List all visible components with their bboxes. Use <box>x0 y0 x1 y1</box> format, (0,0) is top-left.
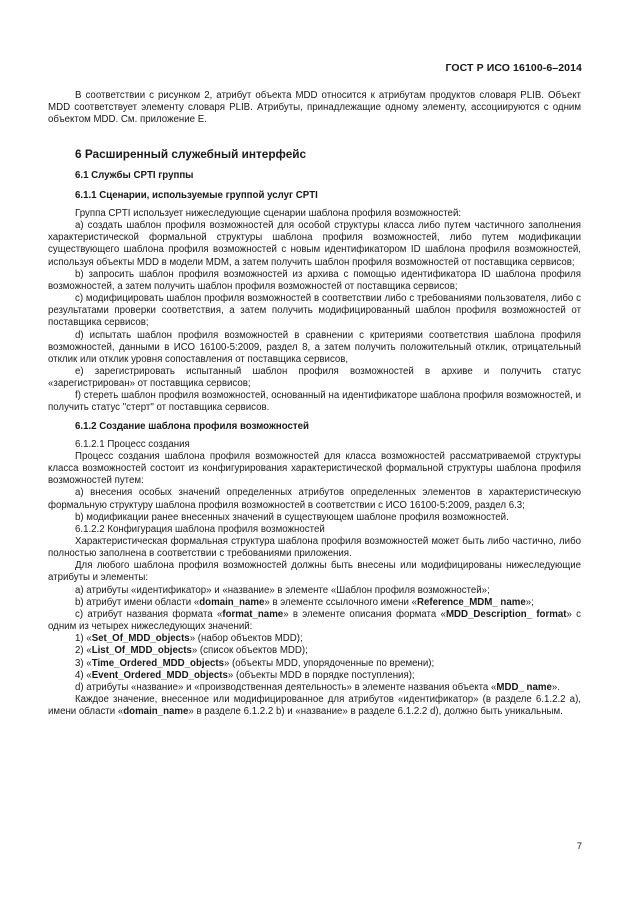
configuration-paragraph-2: Для любого шаблона профиля возможностей должны быть внесены или модифицированы нижеследующие атрибуты и элементы: <box>48 560 581 584</box>
section-6-1-heading: 6.1 Службы CPTI группы <box>75 169 194 181</box>
attribute-item-a: а) атрибуты «идентификатор» и «название» в элементе «Шаблон профиля возможностей»; <box>75 584 490 596</box>
subsection-6-1-2-1-title: 6.1.2.1 Процесс создания <box>75 438 190 450</box>
attribute-item-c: c) атрибут названия формата «format_name» в элементе описания формата «MDD_Description_ format» с одним из четырех нижеследующих значений: <box>48 608 581 633</box>
section-6-1-2-heading: 6.1.2 Создание шаблона профиля возможностей <box>75 420 309 432</box>
subsection-6-1-2-2-title: 6.1.2.2 Конфигурация шаблона профиля возможностей <box>75 523 325 535</box>
creation-item-a: а) внесения особых значений определенных атрибутов определенных элементов в характеристическую формальную структуру шаблона профиля возможностей в соответствии с ИСО 16100-5:2009, раздел 6.3; <box>48 487 581 511</box>
scenario-item-d: d) испытать шаблон профиля возможностей в сравнении с критериями соответствия шаблона профиля возможностей, данными в ИСО 16100-5:2009, раздел 8, а затем получить положительный отклик, отрицательный отклик или отклик уровня сопоставления от поставщика сервисов, <box>48 329 581 365</box>
scenario-item-c: c) модифицировать шаблон профиля возможностей в соответствии либо с требованиями пользователя, либо с результатами проверки соответствия, а затем получить модифицированный шаблон профиля возможностей от поставщика сервисов; <box>48 293 581 329</box>
scenario-item-b: b) запросить шаблон профиля возможностей из архива с помощью идентификатора ID шаблона профиля возможностей, а затем получить шаблон профиля возможностей от поставщика сервисов; <box>48 268 581 292</box>
format-value-4: 4) «Event_Ordered_MDD_objects» (объекты MDD в порядке поступления); <box>75 669 415 681</box>
page-content <box>48 90 581 718</box>
scenario-item-f: f) стереть шаблон профиля возможностей, основанный на идентификаторе шаблона профиля возможностей, и получить статус "стерт" от поставщика сервисов. <box>48 390 581 414</box>
creation-process-text: Процесс создания шаблона профиля возможностей для класса возможностей рассматриваемой структуры класса возможностей состоит из конфигурирования характеристической формальной структуры шаблона профиля возможностей путем: <box>48 450 581 487</box>
scenarios-lead: Группа CPTI использует нижеследующие сценарии шаблона профиля возможностей: <box>75 207 462 219</box>
standard-code-header: ГОСТ Р ИСО 16100-6–2014 <box>445 62 582 74</box>
intro-paragraph: В соответствии с рисунком 2, атрибут объекта MDD относится к атрибутам продуктов словаря PLIB. Объект MDD соответствует элементу словаря PLIB. Атрибуты, принадлежащие одному элементу, ассоциируются с одним объектом MDD. См. приложение Е. <box>48 90 581 126</box>
section-6-heading: 6 Расширенный служебный интерфейс <box>75 147 307 162</box>
attribute-item-d: d) атрибуты «название» и «производственная деятельность» в элементе названия объекта «MDD_ name». <box>75 681 560 693</box>
uniqueness-paragraph: Каждое значение, внесенное или модифицированное для атрибутов «идентификатор» (в разделе 6.1.2.2 а), имени области «domain_name» в разделе 6.1.2.2 b) и «название» в разделе 6.1.2.2 d), должно быть уникальным. <box>48 694 581 718</box>
scenario-item-a: a) создать шаблон профиля возможностей для особой структуры класса либо путем частичного заполнения характеристической формальной структуры шаблона профиля возможностей, либо путем модификации существующего шаблона профиля возможностей с новым идентификатором ID шаблона профиля возможностей, используя объекты MDD в модели MDM, а затем получить шаблон профиля возможностей от поставщика сервисов; <box>48 220 581 268</box>
creation-item-b: b) модификации ранее внесенных значений в существующем шаблоне профиля возможностей. <box>75 511 509 523</box>
attribute-item-b: b) атрибут имени области «domain_name» в элементе ссылочного имени «Reference_MDM_ name»; <box>75 596 534 608</box>
scenario-item-e: e) зарегистрировать испытанный шаблон профиля возможностей в архиве и получить статус «зарегистрирован» от поставщика сервисов; <box>48 365 581 390</box>
format-value-3: 3) «Time_Ordered_MDD_objects» (объекты MDD, упорядоченные по времени); <box>75 657 435 669</box>
configuration-paragraph-1: Характеристическая формальная структура шаблона профиля возможностей может быть либо частично, либо полностью заполнена в соответствии с требованиями приложения. <box>48 536 581 560</box>
section-6-1-1-heading: 6.1.1 Сценарии, используемые группой услуг CPTI <box>75 189 318 201</box>
page-number: 7 <box>576 841 582 852</box>
format-value-1: 1) «Set_Of_MDD_objects» (набор объектов MDD); <box>75 633 303 645</box>
format-value-2: 2) «List_Of_MDD_objects» (список объектов MDD); <box>75 645 308 657</box>
